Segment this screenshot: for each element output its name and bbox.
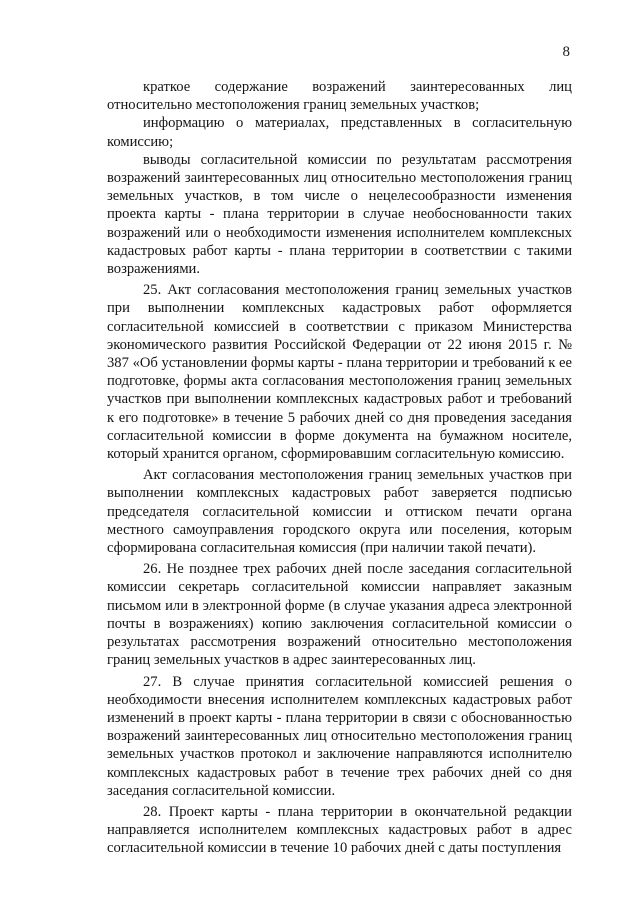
paragraph-2: информацию о материалах, представленных в согласительную комиссию; <box>107 115 572 150</box>
document-body <box>107 78 572 858</box>
paragraph-26: 26. Не позднее трех рабочих дней после заседания согласительной комиссии секретарь согласительной комиссии направляет заказным письмом или в электронной форме (в случае указания адреса электронной почты в возражениях) копию заключения согласительной комиссии о результатах рассмотрения возражений относительно местоположения границ земельных участков в адрес заинтересованных лиц. <box>107 561 572 669</box>
page-number: 8 <box>562 44 570 60</box>
paragraph-27: 27. В случае принятия согласительной комиссией решения о необходимости внесения исполнителем комплексных кадастровых работ изменений в проект карты - плана территории в связи с обоснованностью возражений заинтересованных лиц относительно местоположения границ земельных участков протокол и заключение направляются исполнителю комплексных кадастровых работ в течение трех рабочих дней со дня заседания согласительной комиссии. <box>107 673 572 799</box>
paragraph-1: краткое содержание возражений заинтересованных лиц относительно местоположения границ земельных участков; <box>107 79 572 114</box>
paragraph-act-approval: Акт согласования местоположения границ земельных участков при выполнении комплексных кадастровых работ заверяется подписью председателя согласительной комиссии и оттиском печати органа местного самоуправления городского округа или поселения, которым сформирована согласительная комиссия (при наличии такой печати). <box>107 467 572 557</box>
paragraph-3: выводы согласительной комиссии по результатам рассмотрения возражений заинтересованных лиц относительно местоположения границ земельных участков, в том числе о нецелесообразности изменения проекта карты - плана территории в случае необоснованности таких возражений или о необходимости изменения исполнителем комплексных кадастровых работ карты - плана территории в соответствии с такими возражениями. <box>107 151 572 278</box>
paragraph-25: 25. Акт согласования местоположения границ земельных участков при выполнении комплексных кадастровых работ оформляется согласительной комиссией в соответствии с приказом Министерства экономического развития Российской Федерации от 22 июня 2015 г. № 387 «Об установлении формы карты - плана территории и требований к ее подготовке, формы акта согласования местоположения границ земельных участков при выполнении комплексных кадастровых работ и требований к его подготовке» в течение 5 рабочих дней со дня проведения заседания согласительной комиссии в форме документа на бумажном носителе, который хранится органом, сформировавшим согласительную комиссию. <box>107 282 572 463</box>
paragraph-28: 28. Проект карты - плана территории в окончательной редакции направляется исполнителем комплексных кадастровых работ в адрес согласительной комиссии в течение 10 рабочих дней с даты поступления <box>107 803 572 857</box>
